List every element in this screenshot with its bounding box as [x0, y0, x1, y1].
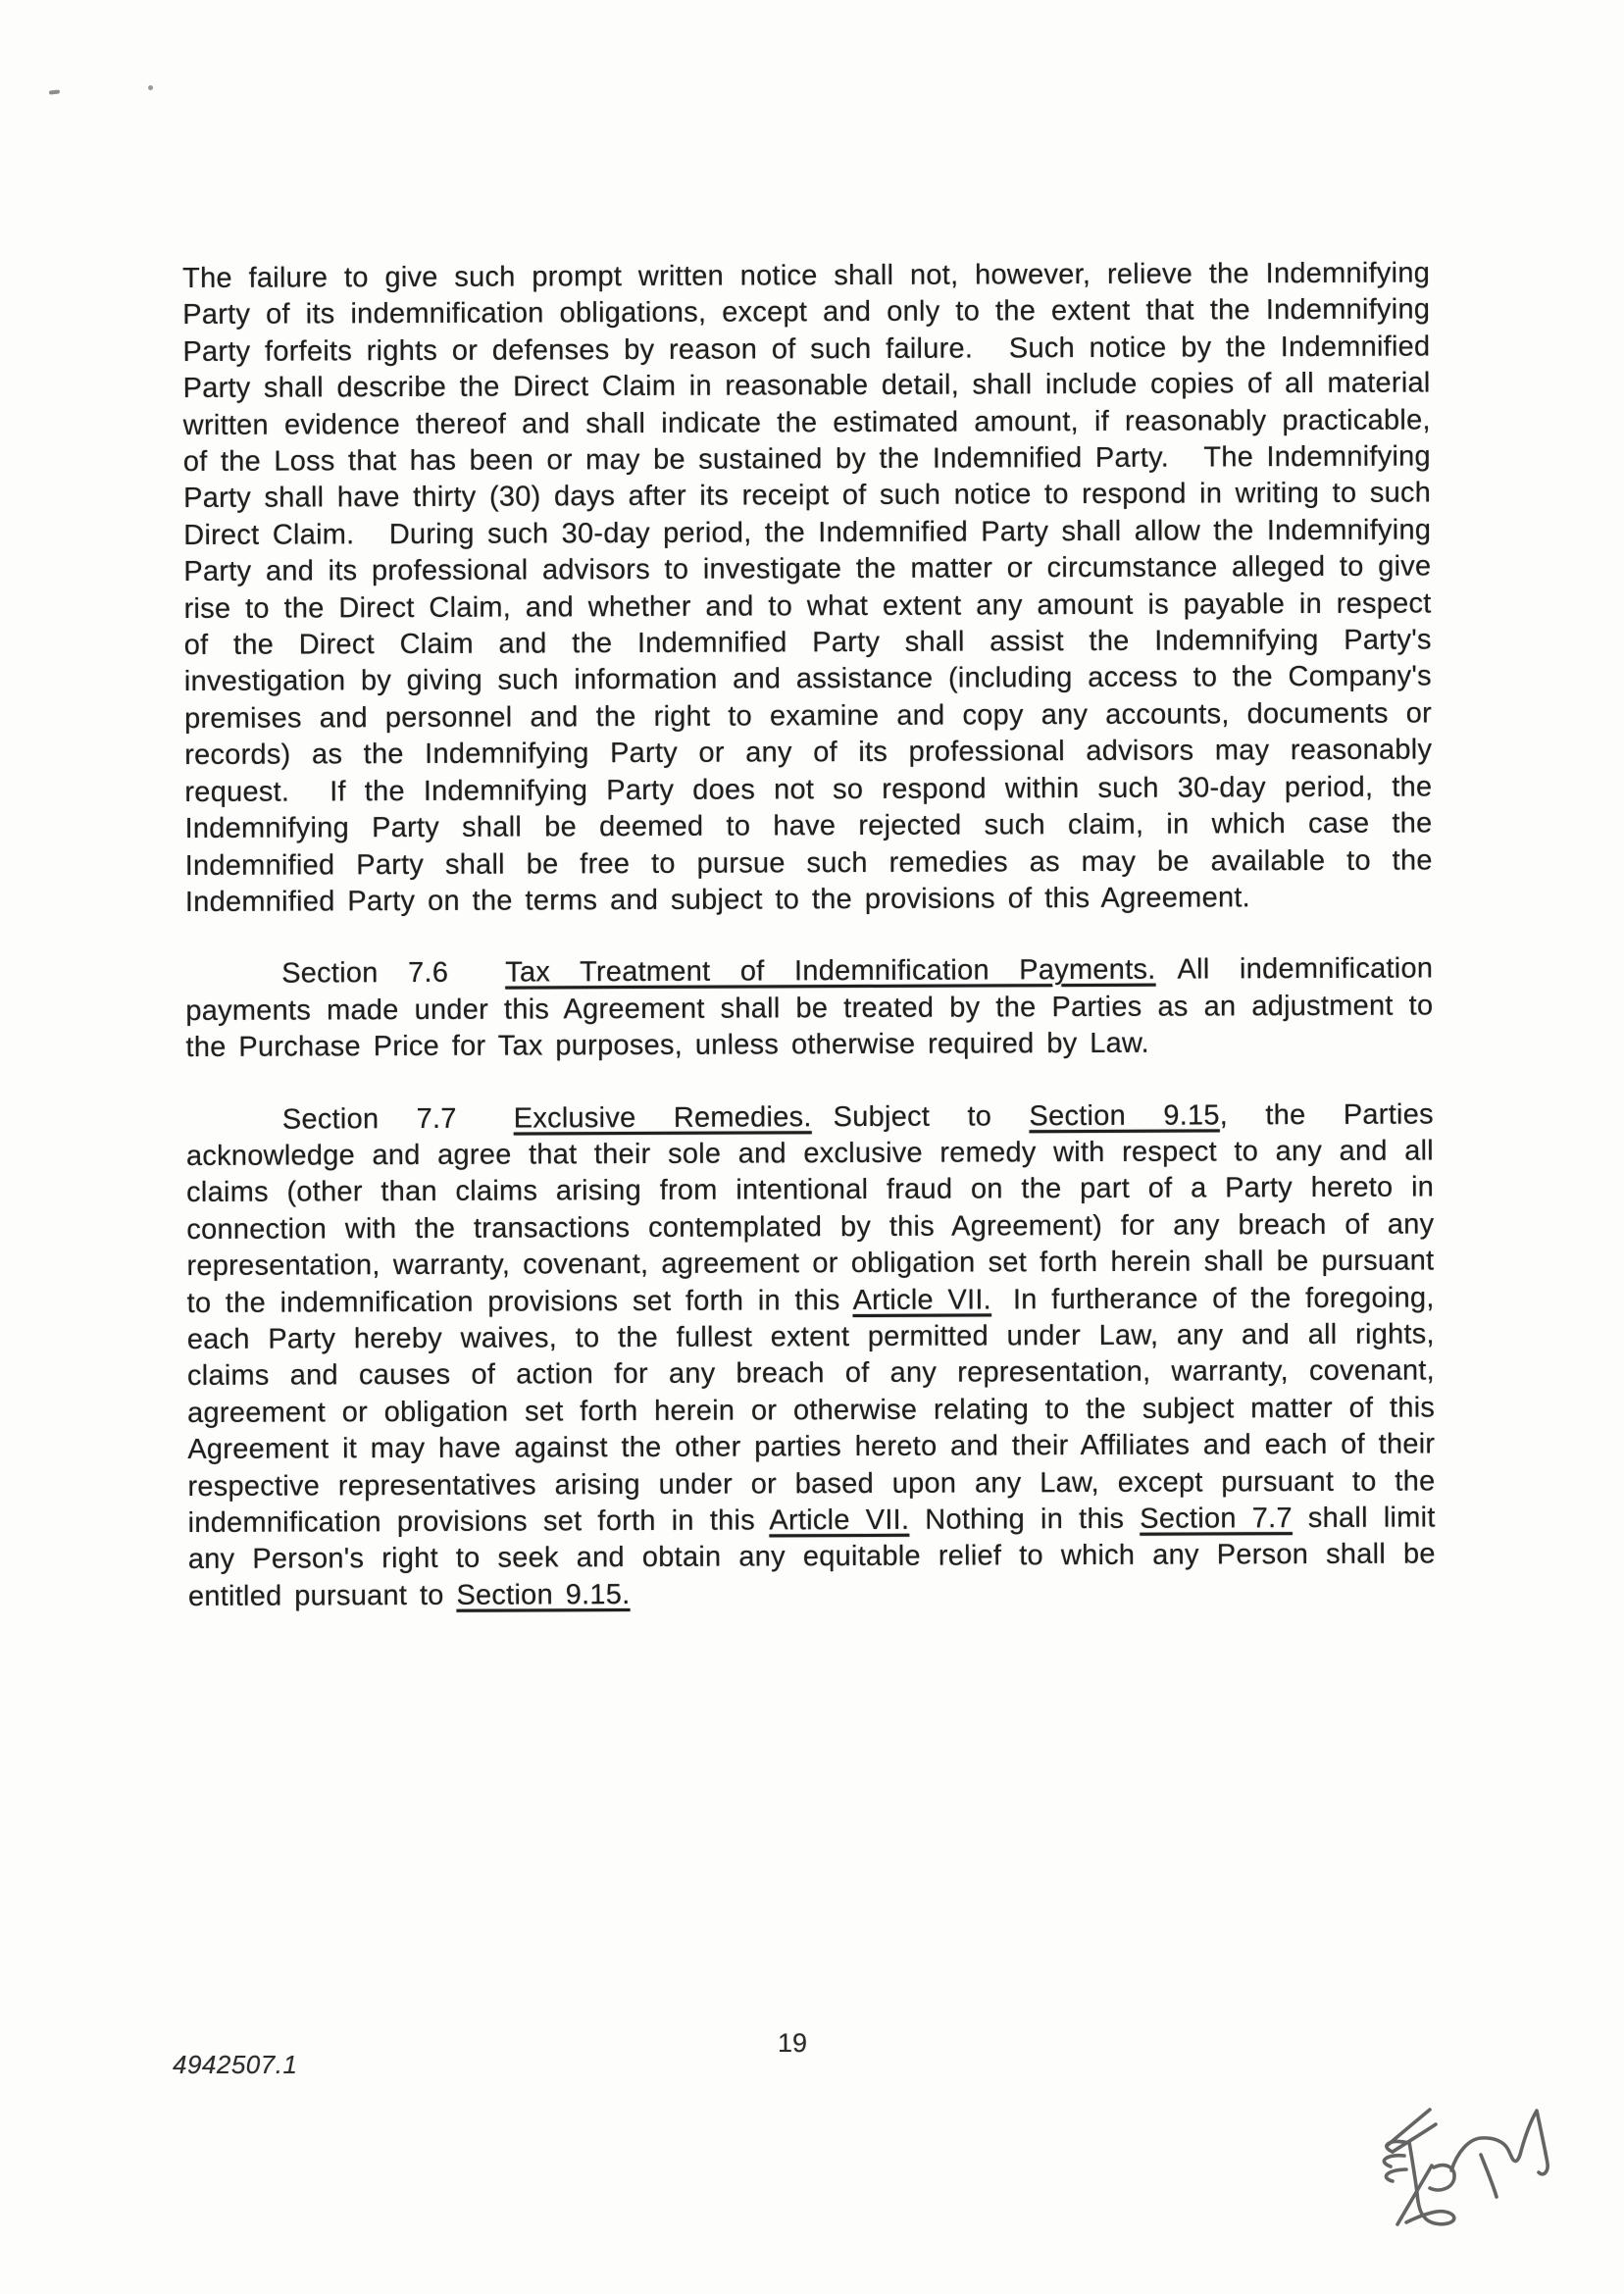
text-segment: Nothing in this [909, 1503, 1141, 1536]
text-segment: During such 30-day period, the Indemnified Party shall allow the Indemnifying Party and its professional advisors to investigate the matter or circumstance alleged to give rise to the Direct Claim, and whether and to what extent any amount is payable in respect of the Direct Claim and the Indemnified Party shall assist the Indemnifying Party's investigation by giving such information and assistance (including access to the Company's premises and personnel and the right to examine and copy any accounts, documents or records) as the Indemnifying Party or any of its professional advisors may reasonably request. [183, 514, 1433, 808]
signature-stroke [1386, 2169, 1406, 2181]
text-segment: All indemnification payments made under this Agreement shall be treated by the Parties as an adjustment to the Purchase Price for Tax purposes, unless otherwise required by Law. [185, 952, 1434, 1064]
scan-speck [148, 85, 153, 90]
underlined-reference: Section 9.15 [1029, 1098, 1220, 1132]
text-segment: In furtherance of the foregoing, each Party hereby waives, to the fullest extent permitted under Law, any and all rights, claims and causes of action for any breach of any representation, warranty, covenant, agreement or obligation set forth herein or otherwise relating to the subject matter of this Agreement it may have against the other parties hereto and their Affiliates and each of their respective representatives arising under or based upon any Law, except pursuant to the indemnification provisions set forth in this [186, 1282, 1436, 1539]
underlined-reference: Exclusive Remedies. [513, 1100, 812, 1135]
text-segment: Such notice by the Indemnified Party shall describe the Direct Claim in reasonable detail, shall include copies of all material written evidence thereof and shall indicate the estimated amount, if reasonably practicable, of the Loss that has been or may be sustained by the Indemnified Party. [182, 331, 1431, 479]
text-segment: The Indemnifying Party shall have thirty (30) days after its receipt of such notice to respond in writing to such Direct Claim. [182, 440, 1432, 551]
scan-speck [49, 89, 60, 94]
paragraph-direct-claim-notice [182, 255, 1433, 921]
underlined-reference: Article VII. [852, 1283, 992, 1316]
text-segment: Section 7.7 [281, 1102, 457, 1136]
underlined-reference: Section 9.15. [456, 1578, 631, 1611]
text-segment: shall limit any Person's right to seek and obtain any equitable relief to which any Person shall be entitled pursuant to [187, 1502, 1436, 1612]
text-segment: , the Parties acknowledge and agree that their sole and exclusive remedy with respect to any and all claims (other than claims arising from intentional fraud on the part of a Party hereto in connection with the transactions contemplated by this Agreement) for any breach of any representation, warranty, covenant, agreement or obligation set forth herein shall be pursuant to the indemnification provisions set forth in this [185, 1097, 1435, 1319]
underlined-reference: Article VII. [769, 1504, 910, 1537]
signature-stroke [1393, 2124, 1436, 2152]
body-text [182, 255, 1436, 1615]
signature-stroke [1406, 2212, 1454, 2224]
text-segment: If the Indemnifying Party does not so respond within such 30-day period, the Indemnifying Party shall be deemed to have rejected such claim, in which case the Indemnified Party shall be free to pursue such remedies as may be available to the Indemnified Party on the terms and subject to the provisions of this Agreement. [184, 771, 1433, 918]
paragraph-section-7-7 [186, 1096, 1436, 1615]
handwritten-signature-scribble [1369, 2095, 1565, 2242]
text-segment: Section 7.6 [281, 957, 449, 990]
underlined-reference: Tax Treatment of Indemnification Payments. [505, 953, 1156, 989]
signature-stroke [1384, 2156, 1404, 2167]
document-id-footer: 4942507.1 [173, 2050, 298, 2079]
text-segment: Subject to [833, 1099, 1030, 1133]
paragraph-section-7-6 [185, 951, 1433, 1067]
signature-stroke [1481, 2155, 1497, 2197]
page-number: 19 [778, 2028, 808, 2058]
text-segment: The failure to give such prompt written notice shall not, however, relieve the Indemnifying Party of its indemnification obligations, except and only to the extent that the Indemnifying Party forfeits rights or defenses by reason of such failure. [182, 257, 1431, 368]
underlined-reference: Section 7.7 [1140, 1503, 1293, 1535]
signature-stroke [1451, 2111, 1548, 2174]
